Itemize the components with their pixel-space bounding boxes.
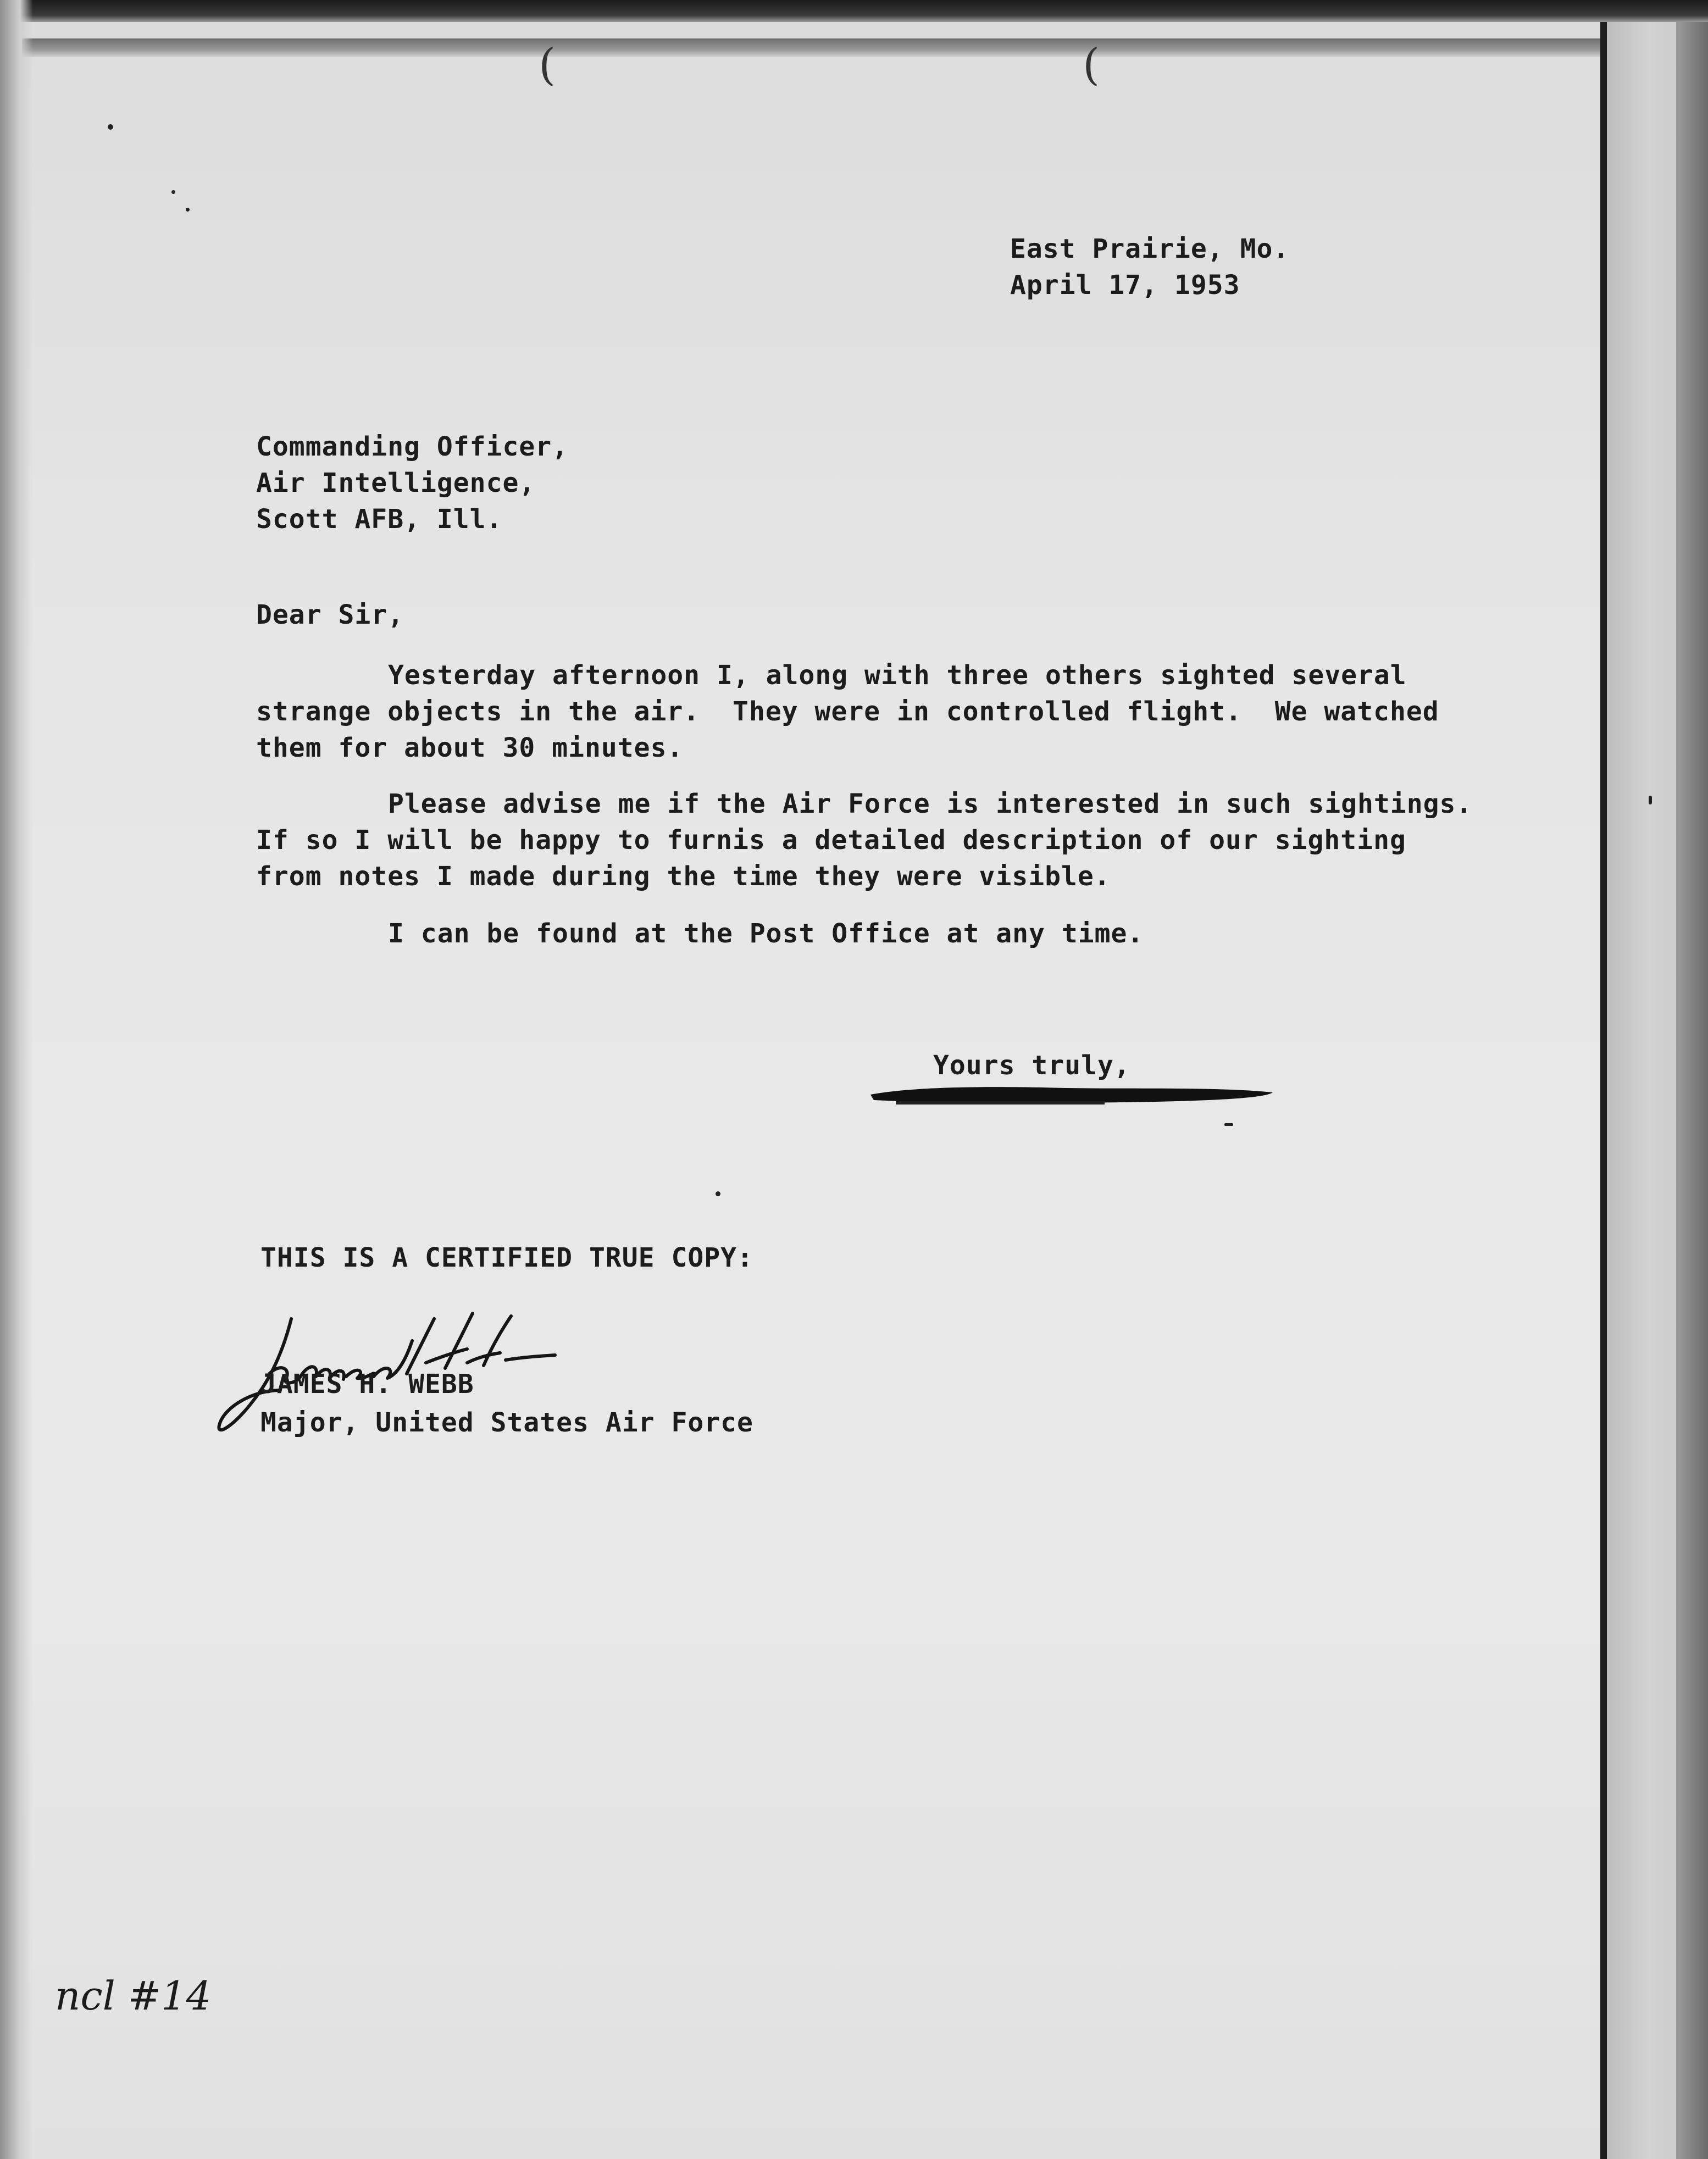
paragraph-2-line-2: If so I will be happy to furnis a detailed description of our sighting xyxy=(256,825,1406,856)
scan-top-edge xyxy=(0,0,1708,22)
paragraph-1-line-2: strange objects in the air. They were in controlled flight. We watched xyxy=(256,696,1439,727)
certification-statement: THIS IS A CERTIFIED TRUE COPY: xyxy=(260,1242,753,1273)
paragraph-1-line-1: Yesterday afternoon I, along with three others sighted several xyxy=(388,660,1407,691)
speck xyxy=(171,190,175,194)
recipient-line-1: Commanding Officer, xyxy=(256,431,569,462)
letter-place: East Prairie, Mo. xyxy=(1010,234,1290,264)
speck xyxy=(1649,796,1652,804)
paragraph-1-line-3: them for about 30 minutes. xyxy=(256,732,684,763)
scan-right-strip-dark xyxy=(1676,22,1708,2159)
scan-top-band xyxy=(22,38,1605,57)
salutation: Dear Sir, xyxy=(256,600,404,630)
speck xyxy=(1224,1123,1233,1126)
scan-left-shadow xyxy=(0,0,33,2159)
speck xyxy=(186,208,190,212)
margin-note: ncl #14 xyxy=(55,1973,212,2019)
paragraph-2-line-1: Please advise me if the Air Force is interested in such sightings. xyxy=(388,789,1473,819)
certifier-title: Major, United States Air Force xyxy=(260,1407,753,1438)
margin-note-area xyxy=(33,1956,253,2044)
recipient-line-3: Scott AFB, Ill. xyxy=(256,504,503,535)
closing: Yours truly, xyxy=(933,1050,1130,1081)
binder-mark-left: ( xyxy=(539,39,556,90)
letter-date: April 17, 1953 xyxy=(1010,270,1240,301)
redacted-signature xyxy=(868,1081,1275,1107)
certifier-name: JAMES H. WEBB xyxy=(260,1369,474,1400)
binder-mark-right: ( xyxy=(1083,39,1100,90)
paragraph-3-line-1: I can be found at the Post Office at any time. xyxy=(388,918,1144,949)
scan-right-edge xyxy=(1600,22,1607,2159)
paragraph-2-line-3: from notes I made during the time they were visible. xyxy=(256,861,1111,892)
speck xyxy=(108,124,113,130)
speck xyxy=(716,1191,720,1196)
recipient-line-2: Air Intelligence, xyxy=(256,468,536,498)
